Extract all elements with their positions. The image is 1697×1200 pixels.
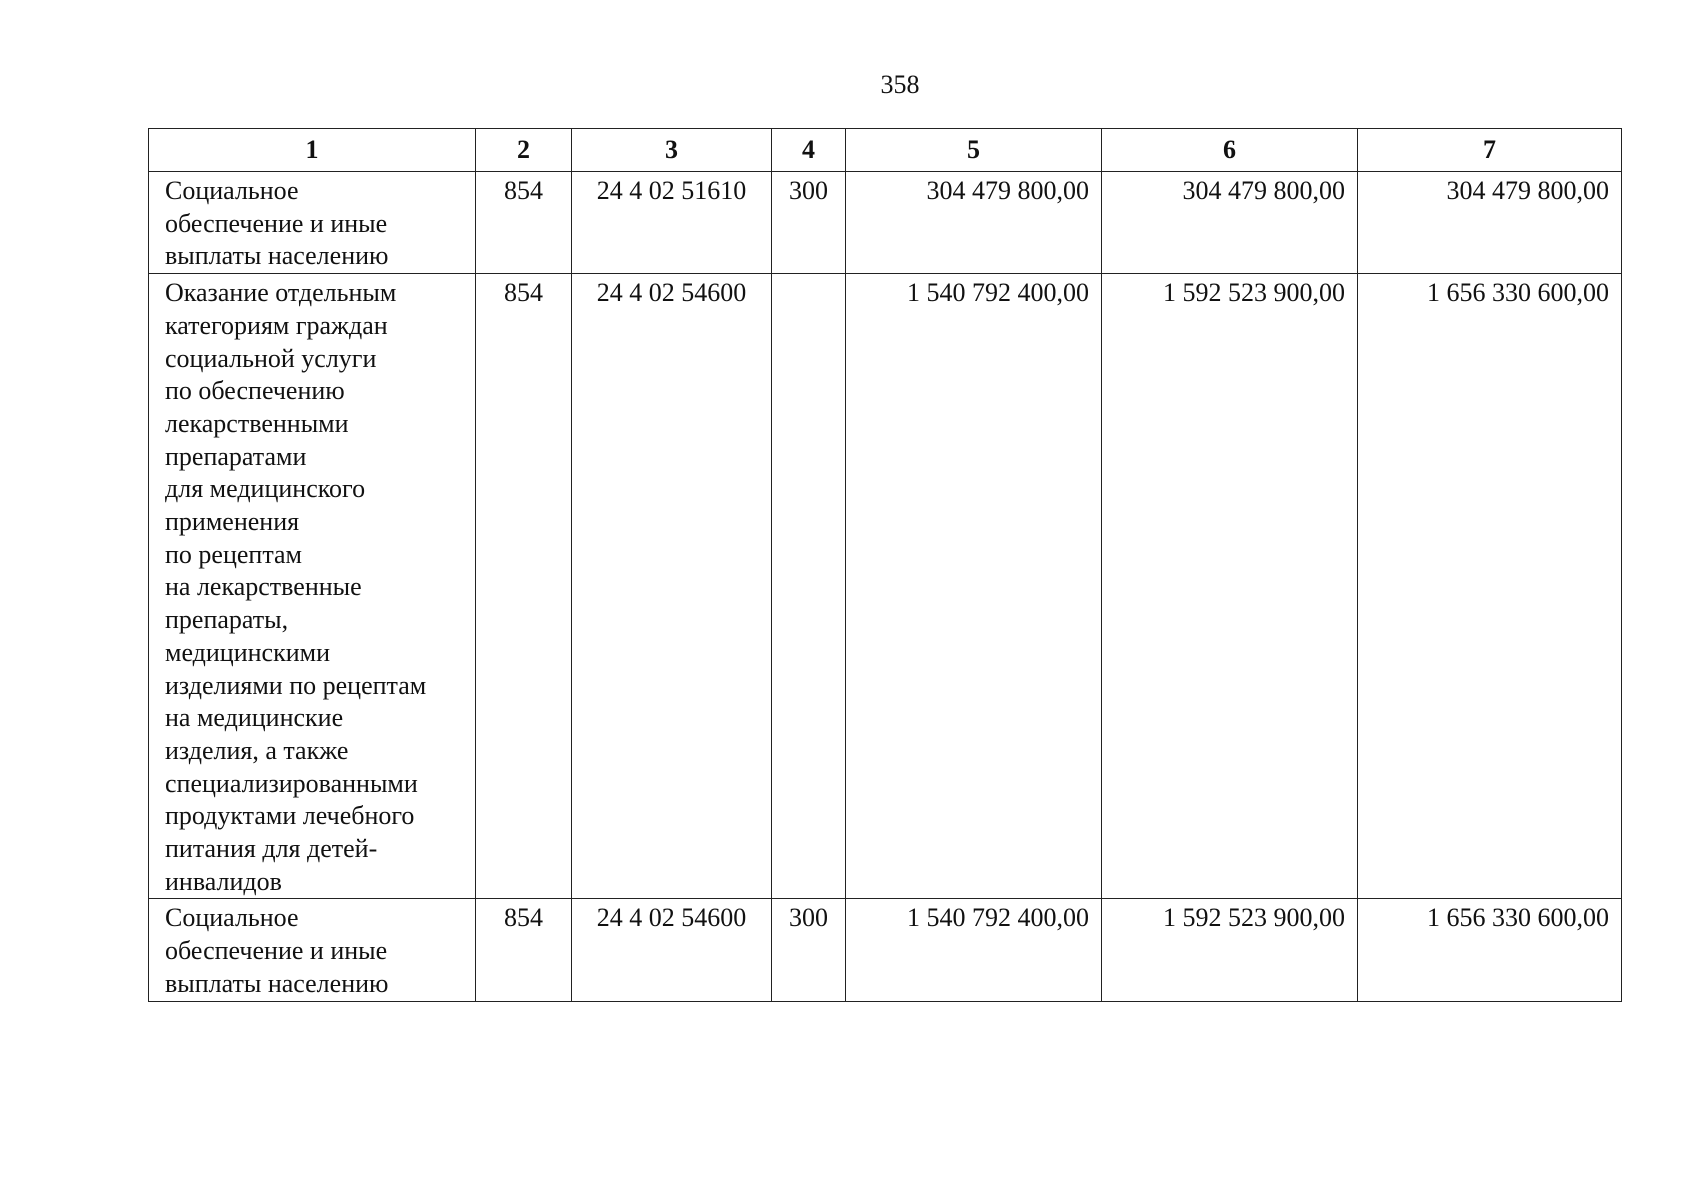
column-header: 7 bbox=[1358, 129, 1622, 172]
row-name-line: применения bbox=[165, 507, 300, 537]
row-name-line: выплаты населению bbox=[165, 241, 389, 271]
row-name-line: социальной услуги bbox=[165, 343, 377, 373]
row-name-cell bbox=[149, 899, 476, 1001]
table-row bbox=[149, 172, 1622, 274]
row-name-line: по рецептам bbox=[165, 539, 302, 569]
row-name-cell bbox=[149, 172, 476, 274]
target-article-cell: 24 4 02 51610 bbox=[572, 172, 772, 274]
row-name-line: медицинскими bbox=[165, 637, 330, 667]
column-header: 1 bbox=[149, 129, 476, 172]
row-name-line: Социальное bbox=[165, 176, 299, 205]
amount-year3-cell: 1 656 330 600,00 bbox=[1358, 899, 1622, 1001]
column-header: 6 bbox=[1102, 129, 1358, 172]
amount-year3-cell: 304 479 800,00 bbox=[1358, 172, 1622, 274]
row-name-line: инвалидов bbox=[165, 866, 282, 896]
row-name-line: на медицинские bbox=[165, 703, 344, 733]
target-article-cell: 24 4 02 54600 bbox=[572, 274, 772, 899]
amount-year2-cell: 304 479 800,00 bbox=[1102, 172, 1358, 274]
page-number: 358 bbox=[880, 70, 920, 99]
table-row bbox=[149, 899, 1622, 1001]
row-name-line: питания для детей- bbox=[165, 834, 378, 864]
ministry-code-cell: 854 bbox=[476, 274, 572, 899]
row-name-line: изделия, а также bbox=[165, 735, 349, 765]
ministry-code-cell: 854 bbox=[476, 899, 572, 1001]
row-name-line: по обеспечению bbox=[165, 376, 345, 406]
row-name-line: обеспечение и иные bbox=[165, 208, 388, 238]
expense-type-cell: 300 bbox=[772, 899, 846, 1001]
row-name-line: лекарственными bbox=[165, 408, 349, 438]
column-header: 4 bbox=[772, 129, 846, 172]
amount-year1-cell: 1 540 792 400,00 bbox=[846, 899, 1102, 1001]
amount-year1-cell: 304 479 800,00 bbox=[846, 172, 1102, 274]
row-name-line: продуктами лечебного bbox=[165, 801, 415, 831]
amount-year1-cell: 1 540 792 400,00 bbox=[846, 274, 1102, 899]
row-name-line: Социальное bbox=[165, 903, 299, 933]
column-header: 3 bbox=[572, 129, 772, 172]
expense-type-cell: 300 bbox=[772, 172, 846, 274]
amount-year2-cell: 1 592 523 900,00 bbox=[1102, 274, 1358, 899]
column-header: 2 bbox=[476, 129, 572, 172]
amount-year2-cell: 1 592 523 900,00 bbox=[1102, 899, 1358, 1001]
row-name-line: препараты, bbox=[165, 605, 289, 635]
expense-type-cell bbox=[772, 274, 846, 899]
row-name-line: изделиями по рецептам bbox=[165, 670, 427, 700]
ministry-code-cell: 854 bbox=[476, 172, 572, 274]
budget-table bbox=[148, 128, 1622, 1002]
amount-year3-cell: 1 656 330 600,00 bbox=[1358, 274, 1622, 899]
row-name-line: препаратами bbox=[165, 441, 307, 471]
table-header-row bbox=[149, 129, 1622, 172]
row-name-line: на лекарственные bbox=[165, 572, 362, 602]
row-name-line: выплаты населению bbox=[165, 968, 389, 998]
table-row bbox=[149, 274, 1622, 899]
row-name-line: Оказание отдельным bbox=[165, 278, 397, 308]
row-name-line: категориям граждан bbox=[165, 310, 388, 340]
row-name-line: для медицинского bbox=[165, 474, 366, 504]
row-name-line: специализированными bbox=[165, 768, 418, 798]
target-article-cell: 24 4 02 54600 bbox=[572, 899, 772, 1001]
row-name-cell bbox=[149, 274, 476, 899]
row-name-line: обеспечение и иные bbox=[165, 936, 388, 966]
column-header: 5 bbox=[846, 129, 1102, 172]
